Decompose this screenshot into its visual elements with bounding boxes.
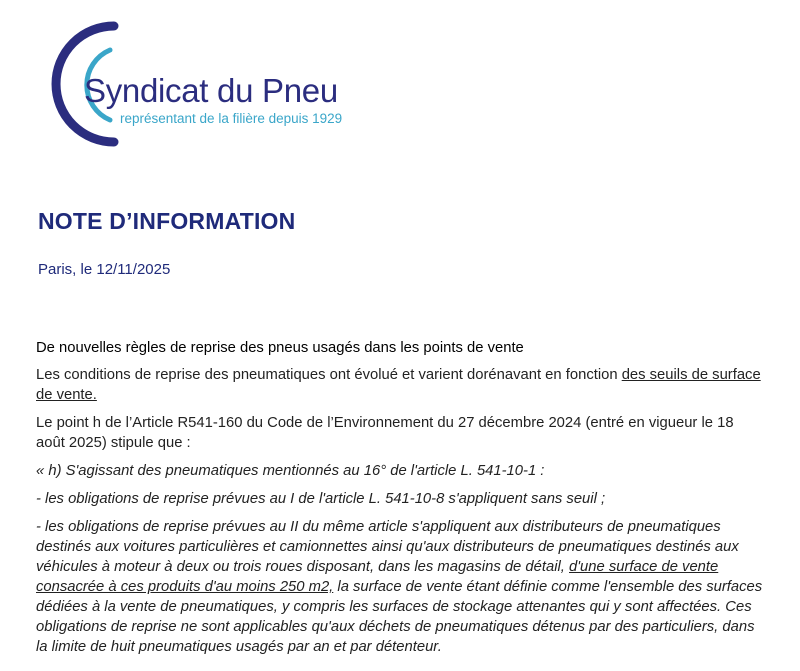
document-body	[36, 338, 764, 665]
quote-line-obligations-ii	[36, 517, 764, 657]
quote-line-obligations-i: - les obligations de reprise prévues au I de l'article L. 541-10-8 s'appliquent sans seuil ;	[36, 491, 606, 507]
company-logo	[40, 20, 360, 150]
section-subtitle: De nouvelles règles de reprise des pneus usagés dans les points de vente	[36, 340, 524, 356]
paragraph-conditions	[36, 365, 764, 405]
document-date: Paris, le 12/11/2025	[38, 261, 171, 278]
logo-tagline: représentant de la filière depuis 1929	[120, 111, 343, 126]
quote-obligations-ii-end: la surface de vente étant définie comme l'ensemble des surfaces dédiées à la vente de pneumatiques, y compris les surfaces de stockage attenantes qui y sont affectées. Ces obligations de reprise ne sont applicables qu'aux déchets de pneumatiques détenus par des particuliers, dans la limite de huit pneumatiques usagés par an et par détenteur.	[36, 579, 763, 655]
underlined-thresholds: des seuils de surface de vente.	[36, 367, 761, 403]
quote-obligations-ii-start: - les obligations de reprise prévues au II du même article s'appliquent aux distributeurs de pneumatiques destinés aux voitures particulières et camionnettes ainsi qu'aux distributeurs de pneumatiques destinés aux véhicules à moteur à deux ou trois roues disposant, dans les magasins de détail,	[36, 519, 739, 575]
quote-line-h: « h) S'agissant des pneumatiques mentionnés au 16° de l'article L. 541-10-1 :	[36, 463, 545, 479]
paragraph-article: Le point h de l’Article R541-160 du Code de l’Environnement du 27 décembre 2024 (entré en vigueur le 18 août 2025) stipule que :	[36, 415, 734, 451]
logo-name: Syndicat du Pneu	[84, 72, 338, 109]
underlined-surface-threshold: d'une surface de vente consacrée à ces produits d'au moins 250 m2,	[36, 559, 719, 595]
document-title: NOTE D’INFORMATION	[38, 208, 296, 234]
paragraph-conditions-text: Les conditions de reprise des pneumatiques ont évolué et varient dorénavant en fonction	[36, 367, 622, 383]
